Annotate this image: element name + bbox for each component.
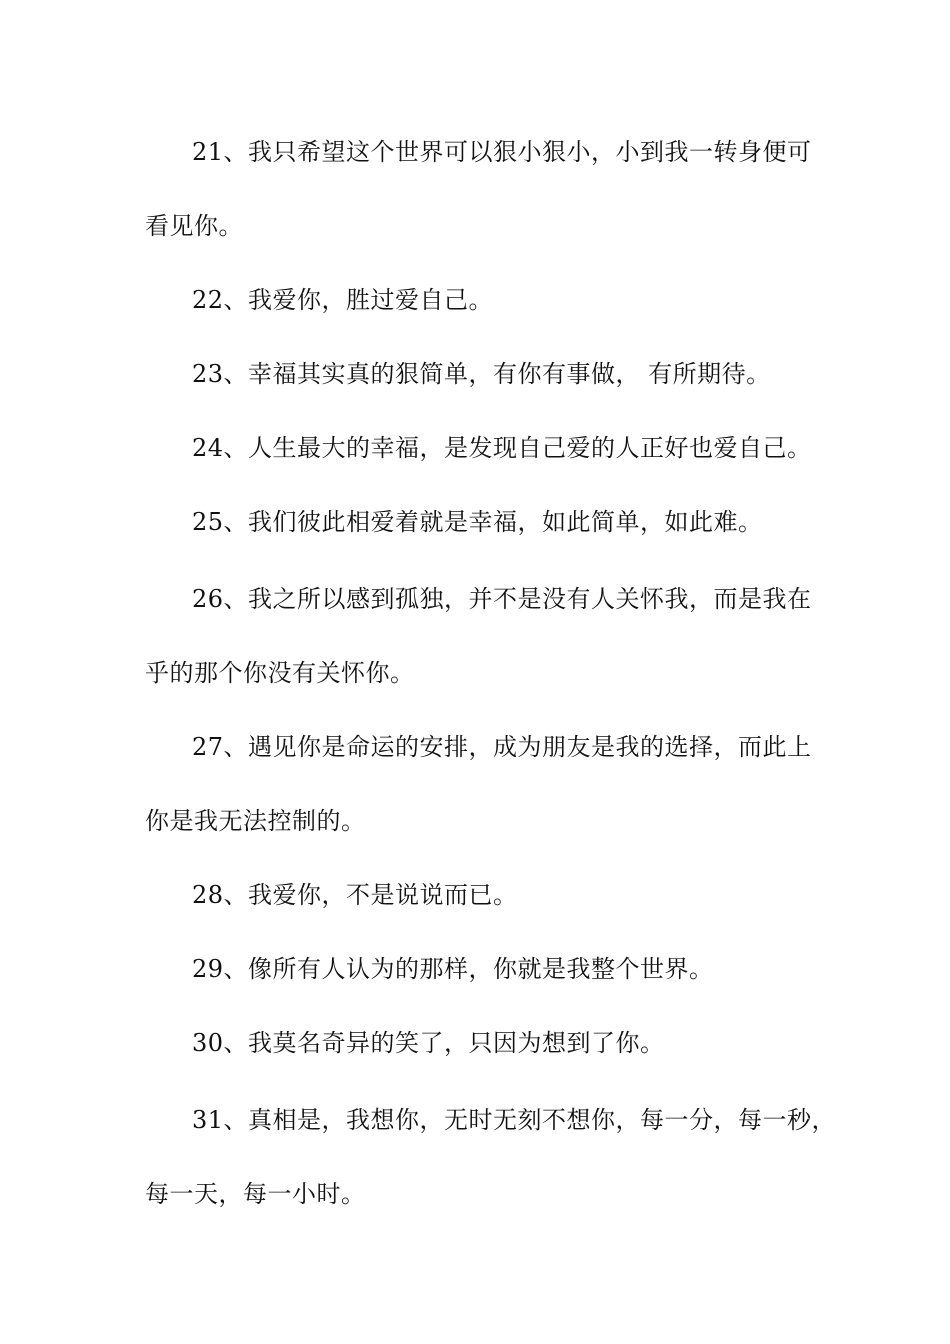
paragraph-26-line-1: 26、我之所以感到孤独，并不是没有人关怀我，而是我在	[192, 585, 812, 613]
paragraph-22: 22、我爱你，胜过爱自己。	[192, 286, 494, 314]
paragraph-21-line-1: 21、我只希望这个世界可以狠小狠小，小到我一转身便可	[192, 138, 812, 166]
paragraph-27-line-2: 你是我无法控制的。	[145, 807, 366, 835]
paragraph-30: 30、我莫名奇异的笑了，只因为想到了你。	[192, 1029, 665, 1057]
paragraph-26-line-2: 乎的那个你没有关怀你。	[145, 659, 415, 687]
paragraph-28: 28、我爱你，不是说说而已。	[192, 881, 518, 909]
paragraph-21-line-2: 看见你。	[145, 212, 243, 240]
paragraph-24: 24、人生最大的幸福，是发现自己爱的人正好也爱自己。	[192, 434, 812, 462]
paragraph-29: 29、像所有人认为的那样，你就是我整个世界。	[192, 955, 714, 983]
paragraph-25: 25、我们彼此相爱着就是幸福，如此简单，如此难。	[192, 508, 763, 536]
paragraph-23: 23、幸福其实真的狠简单，有你有事做， 有所期待。	[192, 360, 771, 388]
paragraph-27-line-1: 27、遇见你是命运的安排，成为朋友是我的选择，而此上	[192, 733, 812, 761]
paragraph-31-line-2: 每一天，每一小时。	[145, 1180, 366, 1208]
paragraph-31-line-1: 31、真相是，我想你，无时无刻不想你，每一分，每一秒，	[192, 1106, 837, 1134]
